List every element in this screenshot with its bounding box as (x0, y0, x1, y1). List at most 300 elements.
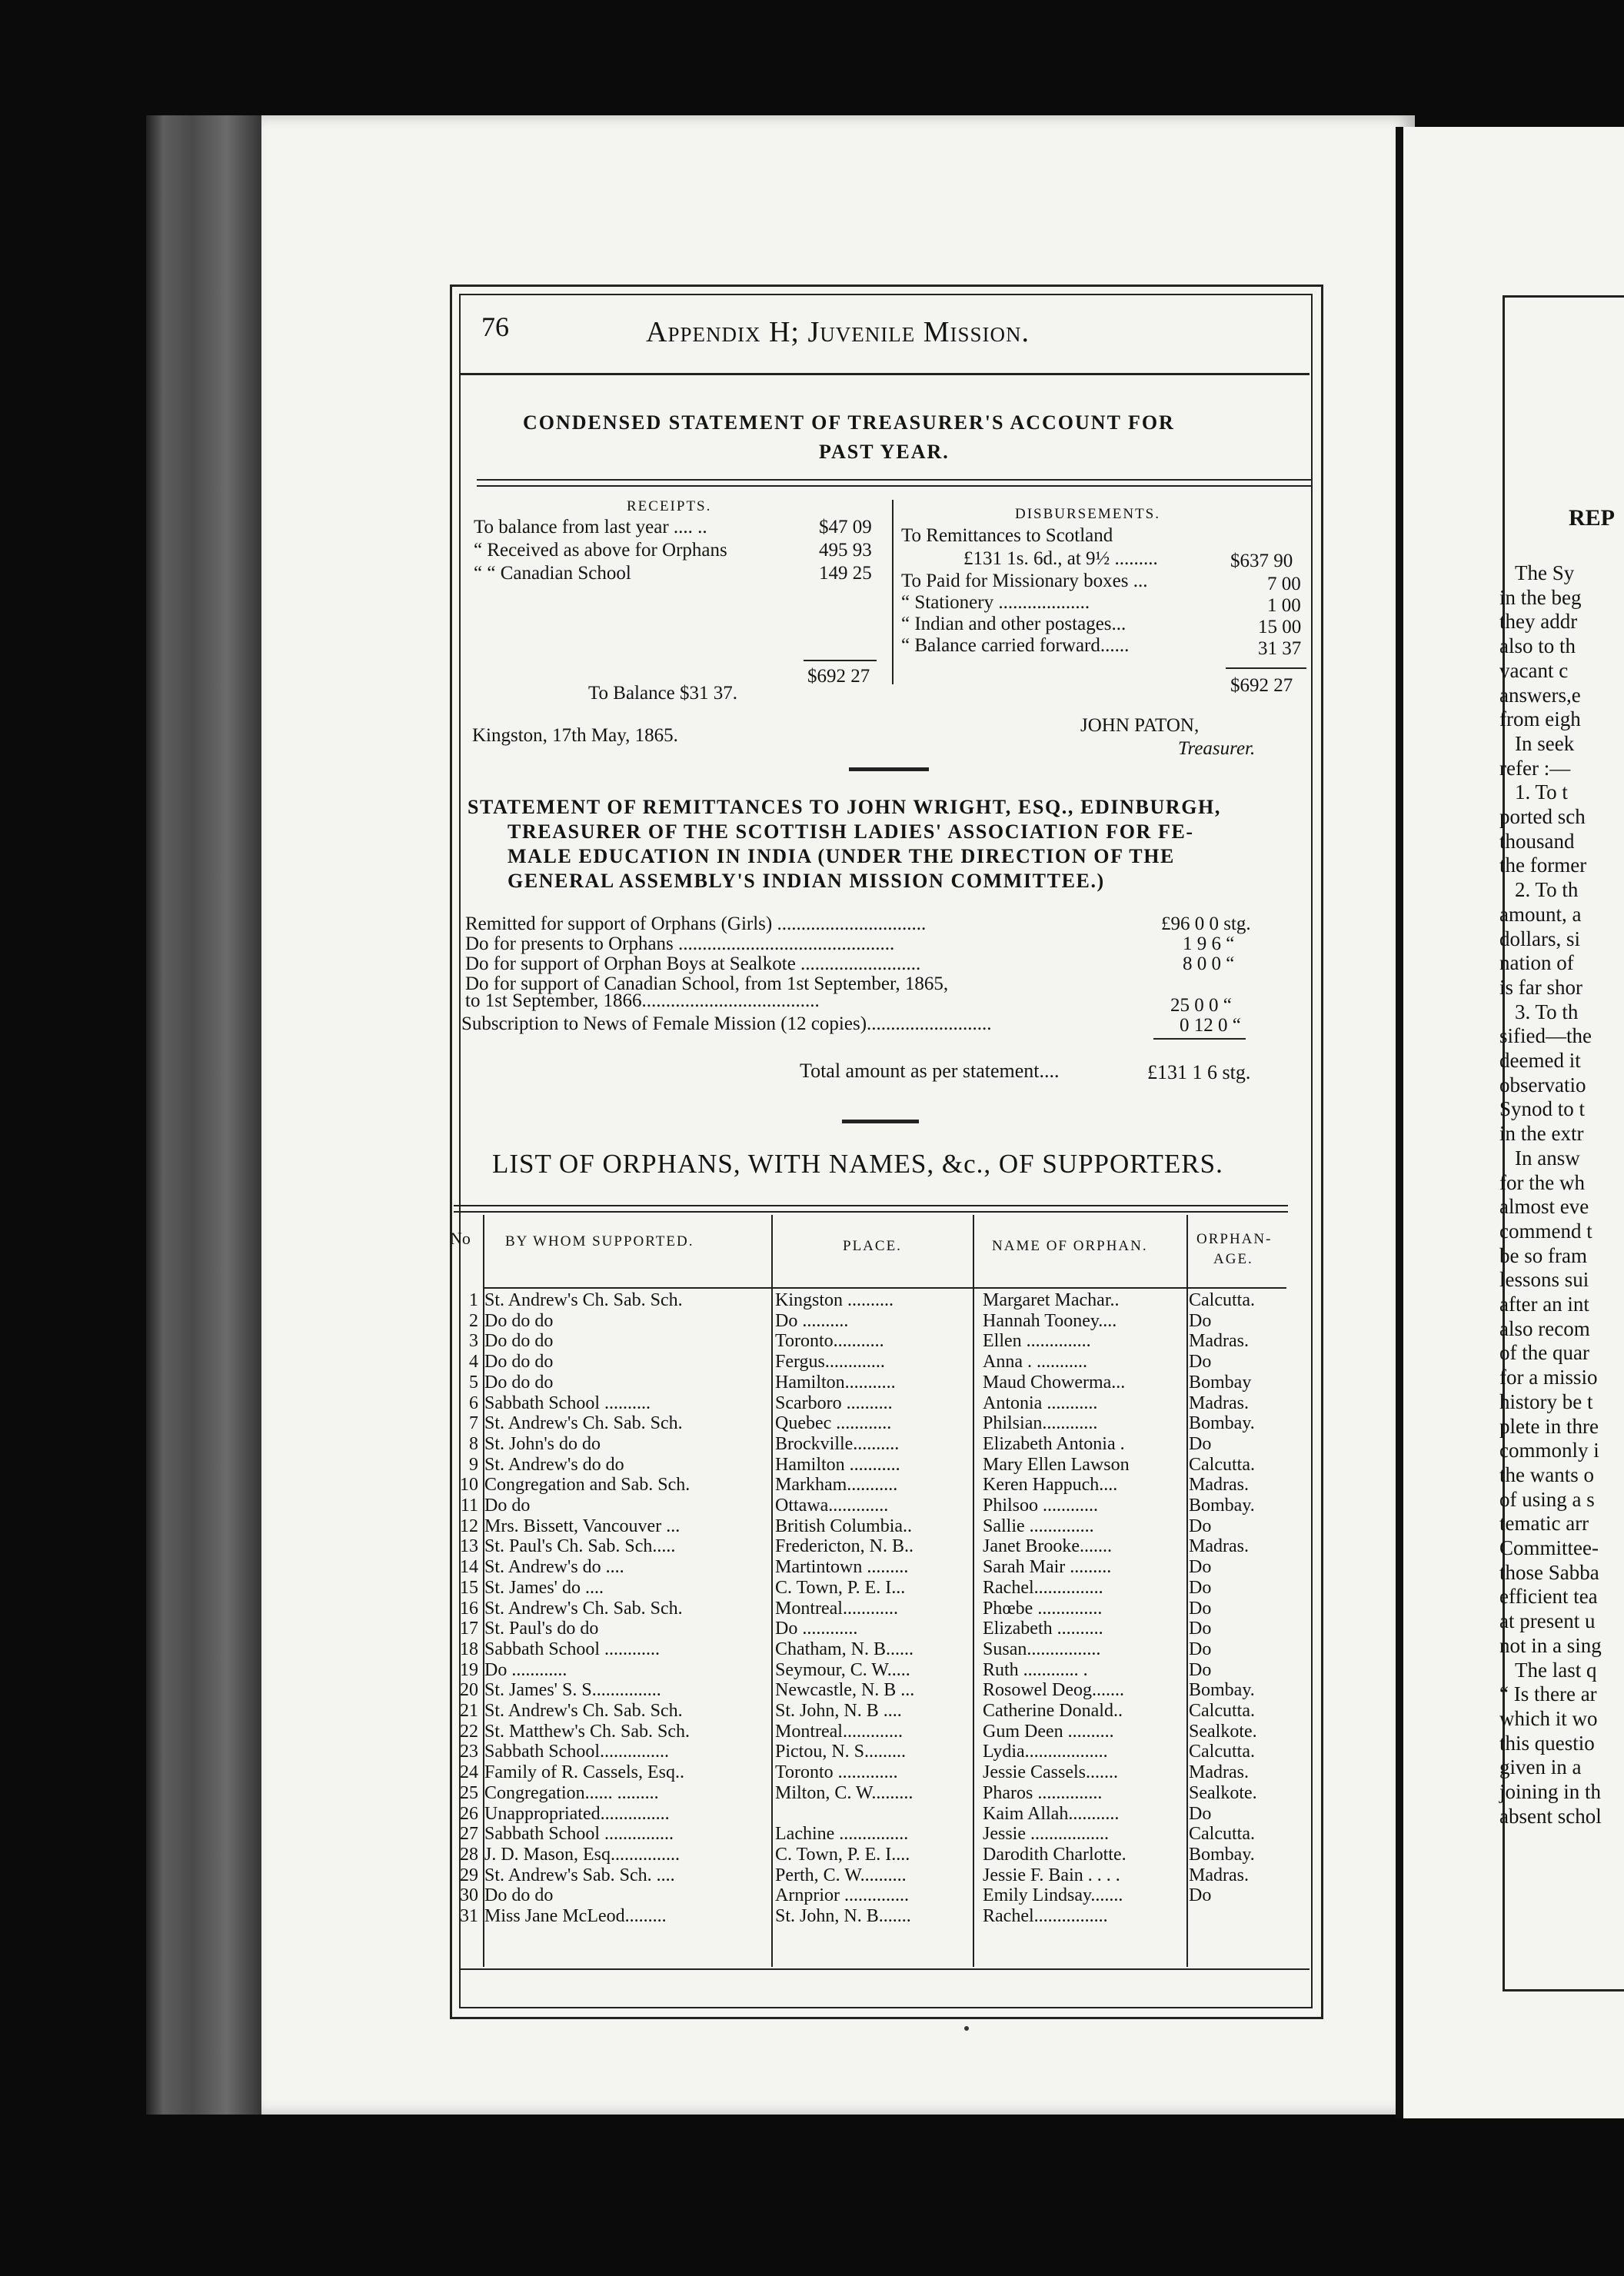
disbursements-total: $692 27 (1230, 675, 1293, 696)
orphan-name-cell: Gum Deen .......... (983, 1722, 1114, 1742)
orphanage-cell: Do (1189, 1619, 1212, 1639)
orphan-name-cell: Janet Brooke....... (983, 1536, 1112, 1556)
orphan-name-cell: Philsoo ............ (983, 1496, 1099, 1516)
table-row (0, 1496, 1255, 1516)
table-rule-bottom (459, 1968, 1310, 1970)
table-row (0, 1701, 1255, 1722)
receipts-total: $692 27 (807, 666, 870, 687)
table-header-rule (483, 1287, 1286, 1289)
facing-page-line: plete in thre (1499, 1414, 1599, 1438)
table-row (0, 1824, 1255, 1845)
table-row (0, 1475, 1249, 1496)
supporter-cell: Sabbath School............... (484, 1742, 669, 1762)
facing-page-line: ported sch (1499, 805, 1586, 828)
table-row (0, 1762, 1249, 1783)
table-row (0, 1516, 1212, 1537)
table-row (0, 1290, 1255, 1311)
orphan-name-cell: Susan................ (983, 1639, 1101, 1659)
row-number: 14 (460, 1557, 478, 1577)
table-row (0, 1885, 1212, 1906)
orphan-name-cell: Sarah Mair ......... (983, 1557, 1112, 1577)
facing-page-line: of the quar (1499, 1341, 1589, 1365)
remittance-label: to 1st September, 1866..................................... (465, 990, 820, 1011)
supporter-cell: Unappropriated............... (484, 1804, 670, 1824)
orphanage-cell: Do (1189, 1311, 1212, 1331)
remittances-total-amount: £131 1 6 stg. (1147, 1061, 1251, 1083)
supporter-cell: J. D. Mason, Esq............... (484, 1845, 681, 1865)
table-row (0, 1865, 1249, 1886)
facing-page-line: nation of (1499, 951, 1574, 975)
section-dash-2 (842, 1120, 919, 1123)
remittances-title-line: STATEMENT OF REMITTANCES TO JOHN WRIGHT, ESQ., EDINBURGH, (468, 796, 1221, 818)
orphan-name-cell: Philsian............ (983, 1413, 1098, 1433)
table-col-divider (973, 1215, 974, 1967)
orphan-name-cell: Rosowel Deog....... (983, 1680, 1124, 1700)
table-row (0, 1845, 1255, 1865)
receipt-label: To balance from last year .... .. (474, 517, 707, 537)
place-cell: St. John, N. B .... (775, 1701, 902, 1721)
facing-page-line: In seek (1515, 731, 1575, 755)
row-number: 7 (469, 1413, 478, 1433)
place-cell: Quebec ............ (775, 1413, 892, 1433)
orphan-name-cell: Elizabeth .......... (983, 1619, 1103, 1639)
table-row (0, 1331, 1249, 1352)
remittance-label: Remitted for support of Orphans (Girls) ............................... (465, 913, 927, 934)
supporter-cell: St. James' S. S............... (484, 1680, 661, 1700)
facing-page-line: given in a (1499, 1755, 1582, 1779)
supporter-cell: Do do (484, 1496, 531, 1516)
table-row (0, 1660, 1212, 1681)
table-row (0, 1906, 1108, 1927)
orphanage-cell: Do (1189, 1660, 1212, 1680)
place-date: Kingston, 17th May, 1865. (472, 725, 678, 746)
disbursement-amount: $637 90 (1230, 551, 1293, 571)
disbursements-heading: DISBURSEMENTS. (1015, 506, 1160, 522)
orphanage-cell: Calcutta. (1189, 1455, 1255, 1475)
supporter-cell: Do do do (484, 1373, 554, 1393)
row-number: 13 (460, 1536, 478, 1556)
orphan-name-cell: Margaret Machar.. (983, 1290, 1120, 1310)
place-cell: Seymour, C. W..... (775, 1660, 910, 1680)
orphanage-cell: Do (1189, 1516, 1212, 1536)
facing-page-line: The Sy (1515, 561, 1575, 584)
facing-page-line: commonly i (1499, 1439, 1599, 1462)
disbursements-sum-rule (1226, 667, 1306, 669)
place-cell: Toronto ............. (775, 1762, 898, 1782)
table-row (0, 1413, 1255, 1434)
statement-title-line1: CONDENSED STATEMENT OF TREASURER'S ACCOUNT FOR (523, 411, 1175, 434)
disbursement-label: To Paid for Missionary boxes ... (901, 571, 1148, 591)
statement-column-divider (892, 500, 894, 684)
table-row (0, 1455, 1255, 1476)
orphan-name-cell: Darodith Charlotte. (983, 1845, 1126, 1865)
facing-page-line: be so fram (1499, 1243, 1587, 1267)
orphan-name-cell: Pharos .............. (983, 1783, 1103, 1803)
facing-page-heading: REP (1569, 505, 1615, 531)
supporter-cell: Do do do (484, 1331, 554, 1351)
facing-page-line: amount, a (1499, 902, 1582, 926)
place-cell: Do .......... (775, 1311, 849, 1331)
supporter-cell: St. Andrew's Ch. Sab. Sch. (484, 1413, 683, 1433)
facing-page-line: from eigh (1499, 707, 1581, 731)
supporter-cell: Congregation...... ......... (484, 1783, 659, 1803)
col-header-supporter: BY WHOM SUPPORTED. (505, 1233, 694, 1249)
place-cell: Markham........... (775, 1475, 898, 1495)
disbursement-label: £131 1s. 6d., at 9½ ......... (963, 548, 1158, 569)
place-cell: Montreal............. (775, 1722, 903, 1742)
remittances-title-line: TREASURER OF THE SCOTTISH LADIES' ASSOCIATION FOR FE- (508, 820, 1194, 843)
facing-page-line: answers,e (1499, 683, 1581, 707)
orphan-name-cell: Hannah Tooney.... (983, 1311, 1117, 1331)
row-number: 1 (469, 1290, 478, 1310)
page-mark (964, 2026, 969, 2031)
row-number: 3 (469, 1331, 478, 1351)
facing-page-line: commend t (1499, 1219, 1592, 1243)
row-number: 17 (460, 1619, 478, 1639)
remittance-label: Do for presents to Orphans ............................................. (465, 933, 895, 954)
supporter-cell: Mrs. Bissett, Vancouver ... (484, 1516, 681, 1536)
table-row (0, 1599, 1212, 1619)
facing-page-line: 2. To th (1515, 878, 1579, 902)
facing-page-line: in the extr (1499, 1122, 1584, 1146)
disbursement-label: “ Balance carried forward...... (901, 635, 1130, 656)
row-number: 22 (460, 1722, 478, 1742)
supporter-cell: Sabbath School ............... (484, 1824, 674, 1844)
orphan-name-cell: Jessie Cassels....... (983, 1762, 1118, 1782)
orphanage-cell: Madras. (1189, 1865, 1249, 1885)
orphanage-cell: Madras. (1189, 1393, 1249, 1413)
place-cell: St. John, N. B....... (775, 1906, 911, 1926)
place-cell: Hamilton........... (775, 1373, 896, 1393)
disbursement-label: “ Stationery ................... (901, 592, 1090, 613)
facing-page-line: The last q (1515, 1658, 1597, 1682)
orphan-name-cell: Maud Chowerma... (983, 1373, 1126, 1393)
row-number: 21 (460, 1701, 478, 1721)
remittances-title-line: GENERAL ASSEMBLY'S INDIAN MISSION COMMITTEE.) (508, 870, 1105, 892)
facing-page-line: in the beg (1499, 585, 1582, 609)
orphan-name-cell: Rachel................ (983, 1906, 1108, 1926)
facing-page-line: Synod to t (1499, 1097, 1586, 1121)
orphanage-cell: Do (1189, 1885, 1212, 1905)
row-number: 5 (469, 1373, 478, 1393)
facing-page-line: efficient tea (1499, 1585, 1598, 1609)
disbursement-label: “ Indian and other postages... (901, 614, 1126, 634)
facing-page-line: sified—the (1499, 1024, 1592, 1048)
facing-page-line: also to th (1499, 634, 1576, 658)
orphanage-cell: Bombay. (1189, 1413, 1255, 1433)
facing-page-line: of using a s (1499, 1487, 1595, 1511)
orphanage-cell: Bombay. (1189, 1680, 1255, 1700)
facing-page-line: observatio (1499, 1073, 1586, 1096)
facing-page-line: “ Is there ar (1499, 1682, 1597, 1706)
orphan-name-cell: Jessie F. Bain . . . . (983, 1865, 1120, 1885)
facing-page-line: joining in th (1499, 1780, 1602, 1803)
orphan-name-cell: Phœbe .............. (983, 1599, 1103, 1619)
orphanage-cell: Sealkote. (1189, 1783, 1257, 1803)
running-head-title: Appendix H; Juvenile Mission. (646, 316, 1030, 348)
col-header-no: No (450, 1229, 471, 1248)
signer-name: JOHN PATON, (1080, 715, 1200, 736)
receipts-heading: RECEIPTS. (627, 498, 712, 514)
orphan-name-cell: Ellen .............. (983, 1331, 1091, 1351)
row-number: 15 (460, 1578, 478, 1598)
table-row (0, 1434, 1212, 1455)
place-cell: Lachine ............... (775, 1824, 909, 1844)
facing-page-line: also recom (1499, 1316, 1590, 1340)
head-rule (459, 373, 1310, 375)
table-rule-top (454, 1205, 1288, 1206)
supporter-cell: St. Andrew's do do (484, 1455, 624, 1475)
place-cell: Martintown ......... (775, 1557, 909, 1577)
row-number: 2 (469, 1311, 478, 1331)
facing-page-line: those Sabba (1499, 1560, 1599, 1584)
place-cell: Perth, C. W.......... (775, 1865, 907, 1885)
place-cell: Pictou, N. S......... (775, 1742, 907, 1762)
table-row (0, 1783, 1257, 1804)
facing-page-line: thousand (1499, 829, 1575, 853)
row-number: 4 (469, 1352, 478, 1372)
orphanage-cell: Calcutta. (1189, 1824, 1255, 1844)
row-number: 24 (460, 1762, 478, 1782)
statement-rule-top2 (477, 485, 1311, 487)
remittances-sum-rule (1153, 1038, 1246, 1040)
orphanage-cell: Do (1189, 1639, 1212, 1659)
facing-page-line: vacant c (1499, 658, 1569, 682)
supporter-cell: St. Andrew's Ch. Sab. Sch. (484, 1701, 683, 1721)
row-number: 25 (460, 1783, 478, 1803)
facing-page-line: almost eve (1499, 1195, 1589, 1219)
orphan-name-cell: Elizabeth Antonia . (983, 1434, 1125, 1454)
facing-page-line: 1. To t (1515, 780, 1568, 804)
disbursement-label: To Remittances to Scotland (901, 525, 1113, 546)
supporter-cell: St. John's do do (484, 1434, 601, 1454)
orphan-name-cell: Keren Happuch.... (983, 1475, 1118, 1495)
row-number: 8 (469, 1434, 478, 1454)
orphanage-cell: Do (1189, 1599, 1212, 1619)
facing-page-line: the wants o (1499, 1462, 1594, 1486)
orphan-name-cell: Kaim Allah........... (983, 1804, 1120, 1824)
supporter-cell: St. Andrew's do .... (484, 1557, 624, 1577)
statement-rule-top (477, 479, 1311, 481)
row-number: 12 (460, 1516, 478, 1536)
supporter-cell: St. Andrew's Sab. Sch. .... (484, 1865, 675, 1885)
remittance-amount: 25 0 0 “ (1170, 995, 1232, 1016)
table-row (0, 1619, 1212, 1639)
place-cell: Newcastle, N. B ... (775, 1680, 915, 1700)
orphanage-cell: Sealkote. (1189, 1722, 1257, 1742)
orphanage-cell: Calcutta. (1189, 1290, 1255, 1310)
orphanage-cell: Do (1189, 1434, 1212, 1454)
place-cell: Fredericton, N. B.. (775, 1536, 914, 1556)
orphanage-cell: Madras. (1189, 1762, 1249, 1782)
facing-page-line: after an int (1499, 1293, 1589, 1316)
facing-page-line: for the wh (1499, 1170, 1585, 1194)
place-cell: Toronto........... (775, 1331, 884, 1351)
place-cell: C. Town, P. E. I.... (775, 1845, 910, 1865)
orphanage-cell: Madras. (1189, 1536, 1249, 1556)
facing-page-line: history be t (1499, 1389, 1593, 1413)
col-header-orphanage: ORPHAN- (1196, 1231, 1273, 1247)
supporter-cell: Miss Jane McLeod......... (484, 1906, 667, 1926)
orphan-name-cell: Catherine Donald.. (983, 1701, 1123, 1721)
place-cell: Hamilton ........... (775, 1455, 900, 1475)
row-number: 29 (460, 1865, 478, 1885)
facing-page-line: deemed it (1499, 1049, 1581, 1072)
table-row (0, 1804, 1212, 1825)
orphan-name-cell: Rachel............... (983, 1578, 1103, 1598)
row-number: 9 (469, 1455, 478, 1475)
supporter-cell: Do do do (484, 1885, 554, 1905)
orphanage-cell: Calcutta. (1189, 1742, 1255, 1762)
facing-page-line: tematic arr (1499, 1512, 1589, 1536)
table-row (0, 1680, 1255, 1701)
table-row (0, 1742, 1255, 1762)
remittance-label: Do for support of Canadian School, from 1st September, 1865, (465, 973, 949, 994)
place-cell: Brockville.......... (775, 1434, 900, 1454)
orphanage-cell: Madras. (1189, 1331, 1249, 1351)
signer-role: Treasurer. (1178, 738, 1256, 759)
supporter-cell: St. Andrew's Ch. Sab. Sch. (484, 1599, 683, 1619)
remittances-title-line: MALE EDUCATION IN INDIA (UNDER THE DIRECTION OF THE (508, 845, 1175, 867)
statement-title-line2: PAST YEAR. (819, 441, 950, 463)
row-number: 20 (460, 1680, 478, 1700)
receipt-amount: $47 09 (819, 517, 872, 537)
facing-page-line: lessons sui (1499, 1268, 1589, 1292)
col-header-name: NAME OF ORPHAN. (992, 1238, 1148, 1254)
row-number: 28 (460, 1845, 478, 1865)
table-col-divider (1186, 1215, 1188, 1967)
facing-page-line: this questio (1499, 1731, 1595, 1755)
place-cell: Montreal............ (775, 1599, 898, 1619)
supporter-cell: Sabbath School ............ (484, 1639, 660, 1659)
remittance-amount: 0 12 0 “ (1180, 1015, 1241, 1036)
remittance-amount: 8 0 0 “ (1183, 953, 1235, 974)
supporter-cell: St. Andrew's Ch. Sab. Sch. (484, 1290, 683, 1310)
supporter-cell: St. Paul's Ch. Sab. Sch..... (484, 1536, 676, 1556)
disbursement-amount: 7 00 (1267, 574, 1301, 594)
row-number: 16 (460, 1599, 478, 1619)
facing-page-line: they addr (1499, 610, 1578, 634)
supporter-cell: Family of R. Cassels, Esq.. (484, 1762, 685, 1782)
remittance-amount: 1 9 6 “ (1183, 933, 1235, 954)
facing-page-line: which it wo (1499, 1706, 1598, 1730)
disbursement-amount: 15 00 (1258, 617, 1302, 637)
facing-page-line: not in a sing (1499, 1633, 1602, 1657)
remittance-label: Do for support of Orphan Boys at Sealkote ......................... (465, 953, 921, 974)
facing-page-line: refer :— (1499, 756, 1571, 780)
table-rule-top2 (454, 1211, 1288, 1213)
facing-page-line: at present u (1499, 1609, 1596, 1633)
balance-note: To Balance $31 37. (588, 683, 738, 704)
place-cell: C. Town, P. E. I... (775, 1578, 906, 1598)
supporter-cell: St. James' do .... (484, 1578, 604, 1598)
row-number: 26 (460, 1804, 478, 1824)
row-number: 27 (460, 1824, 478, 1844)
receipt-label: “ Received as above for Orphans (474, 540, 727, 561)
supporter-cell: Sabbath School .......... (484, 1393, 651, 1413)
orphanage-cell: Bombay. (1189, 1496, 1255, 1516)
place-cell: Do ............ (775, 1619, 858, 1639)
remittances-total-label: Total amount as per statement.... (800, 1060, 1060, 1082)
section-dash (849, 767, 929, 771)
table-row (0, 1578, 1212, 1599)
place-cell: British Columbia.. (775, 1516, 913, 1536)
supporter-cell: St. Matthew's Ch. Sab. Sch. (484, 1722, 690, 1742)
facing-page-line: In answ (1515, 1146, 1580, 1170)
receipt-amount: 495 93 (819, 540, 872, 561)
row-number: 6 (469, 1393, 478, 1413)
col-header-orphanage-2: AGE. (1213, 1251, 1253, 1267)
supporter-cell: St. Paul's do do (484, 1619, 599, 1639)
table-row (0, 1311, 1212, 1332)
place-cell: Milton, C. W......... (775, 1783, 914, 1803)
orphanage-cell: Bombay (1189, 1373, 1252, 1393)
orphan-name-cell: Anna . ........... (983, 1352, 1087, 1372)
orphanage-cell: Bombay. (1189, 1845, 1255, 1865)
receipt-label: “ “ Canadian School (474, 563, 631, 584)
row-number: 10 (460, 1475, 478, 1495)
facing-page-line: absent schol (1499, 1804, 1602, 1828)
place-cell: Fergus............. (775, 1352, 885, 1372)
facing-page-line: dollars, si (1499, 927, 1580, 950)
facing-page-line: is far shor (1499, 975, 1582, 999)
remittance-label: Subscription to News of Female Mission (12 copies).......................... (461, 1013, 992, 1034)
place-cell: Chatham, N. B...... (775, 1639, 914, 1659)
table-row (0, 1722, 1257, 1742)
orphan-name-cell: Sallie .............. (983, 1516, 1094, 1536)
orphan-name-cell: Mary Ellen Lawson (983, 1455, 1130, 1475)
orphan-name-cell: Ruth ............ . (983, 1660, 1088, 1680)
row-number: 19 (460, 1660, 478, 1680)
orphan-name-cell: Emily Lindsay....... (983, 1885, 1123, 1905)
orphanage-cell: Do (1189, 1804, 1212, 1824)
orphanage-cell: Madras. (1189, 1475, 1249, 1495)
page-number: 76 (481, 311, 509, 342)
row-number: 11 (460, 1496, 478, 1516)
supporter-cell: Congregation and Sab. Sch. (484, 1475, 691, 1495)
orphanage-cell: Do (1189, 1352, 1212, 1372)
facing-page-line: Committee- (1499, 1536, 1599, 1559)
table-row (0, 1393, 1249, 1414)
remittance-amount: £96 0 0 stg. (1161, 913, 1251, 934)
orphans-title: LIST OF ORPHANS, WITH NAMES, &c., OF SUPPORTERS. (492, 1149, 1223, 1179)
facing-page-line: the former (1499, 854, 1587, 877)
row-number: 23 (460, 1742, 478, 1762)
receipt-amount: 149 25 (819, 563, 872, 584)
table-row (0, 1373, 1252, 1393)
place-cell: Kingston .......... (775, 1290, 894, 1310)
orphan-name-cell: Jessie ................. (983, 1824, 1109, 1844)
place-cell: Arnprior .............. (775, 1885, 909, 1905)
facing-page-line: for a missio (1499, 1366, 1598, 1389)
supporter-cell: Do do do (484, 1352, 554, 1372)
table-row (0, 1536, 1249, 1557)
orphanage-cell: Calcutta. (1189, 1701, 1255, 1721)
place-cell: Scarboro .......... (775, 1393, 893, 1413)
receipts-sum-rule (804, 660, 877, 661)
orphan-name-cell: Antonia ........... (983, 1393, 1098, 1413)
table-row (0, 1639, 1212, 1660)
table-row (0, 1352, 1212, 1373)
supporter-cell: Do do do (484, 1311, 554, 1331)
table-row (0, 1557, 1212, 1578)
disbursement-amount: 1 00 (1267, 595, 1301, 616)
facing-page-line: 3. To th (1515, 1000, 1579, 1023)
row-number: 18 (460, 1639, 478, 1659)
place-cell: Ottawa............. (775, 1496, 889, 1516)
row-number: 30 (460, 1885, 478, 1905)
orphanage-cell: Do (1189, 1578, 1212, 1598)
